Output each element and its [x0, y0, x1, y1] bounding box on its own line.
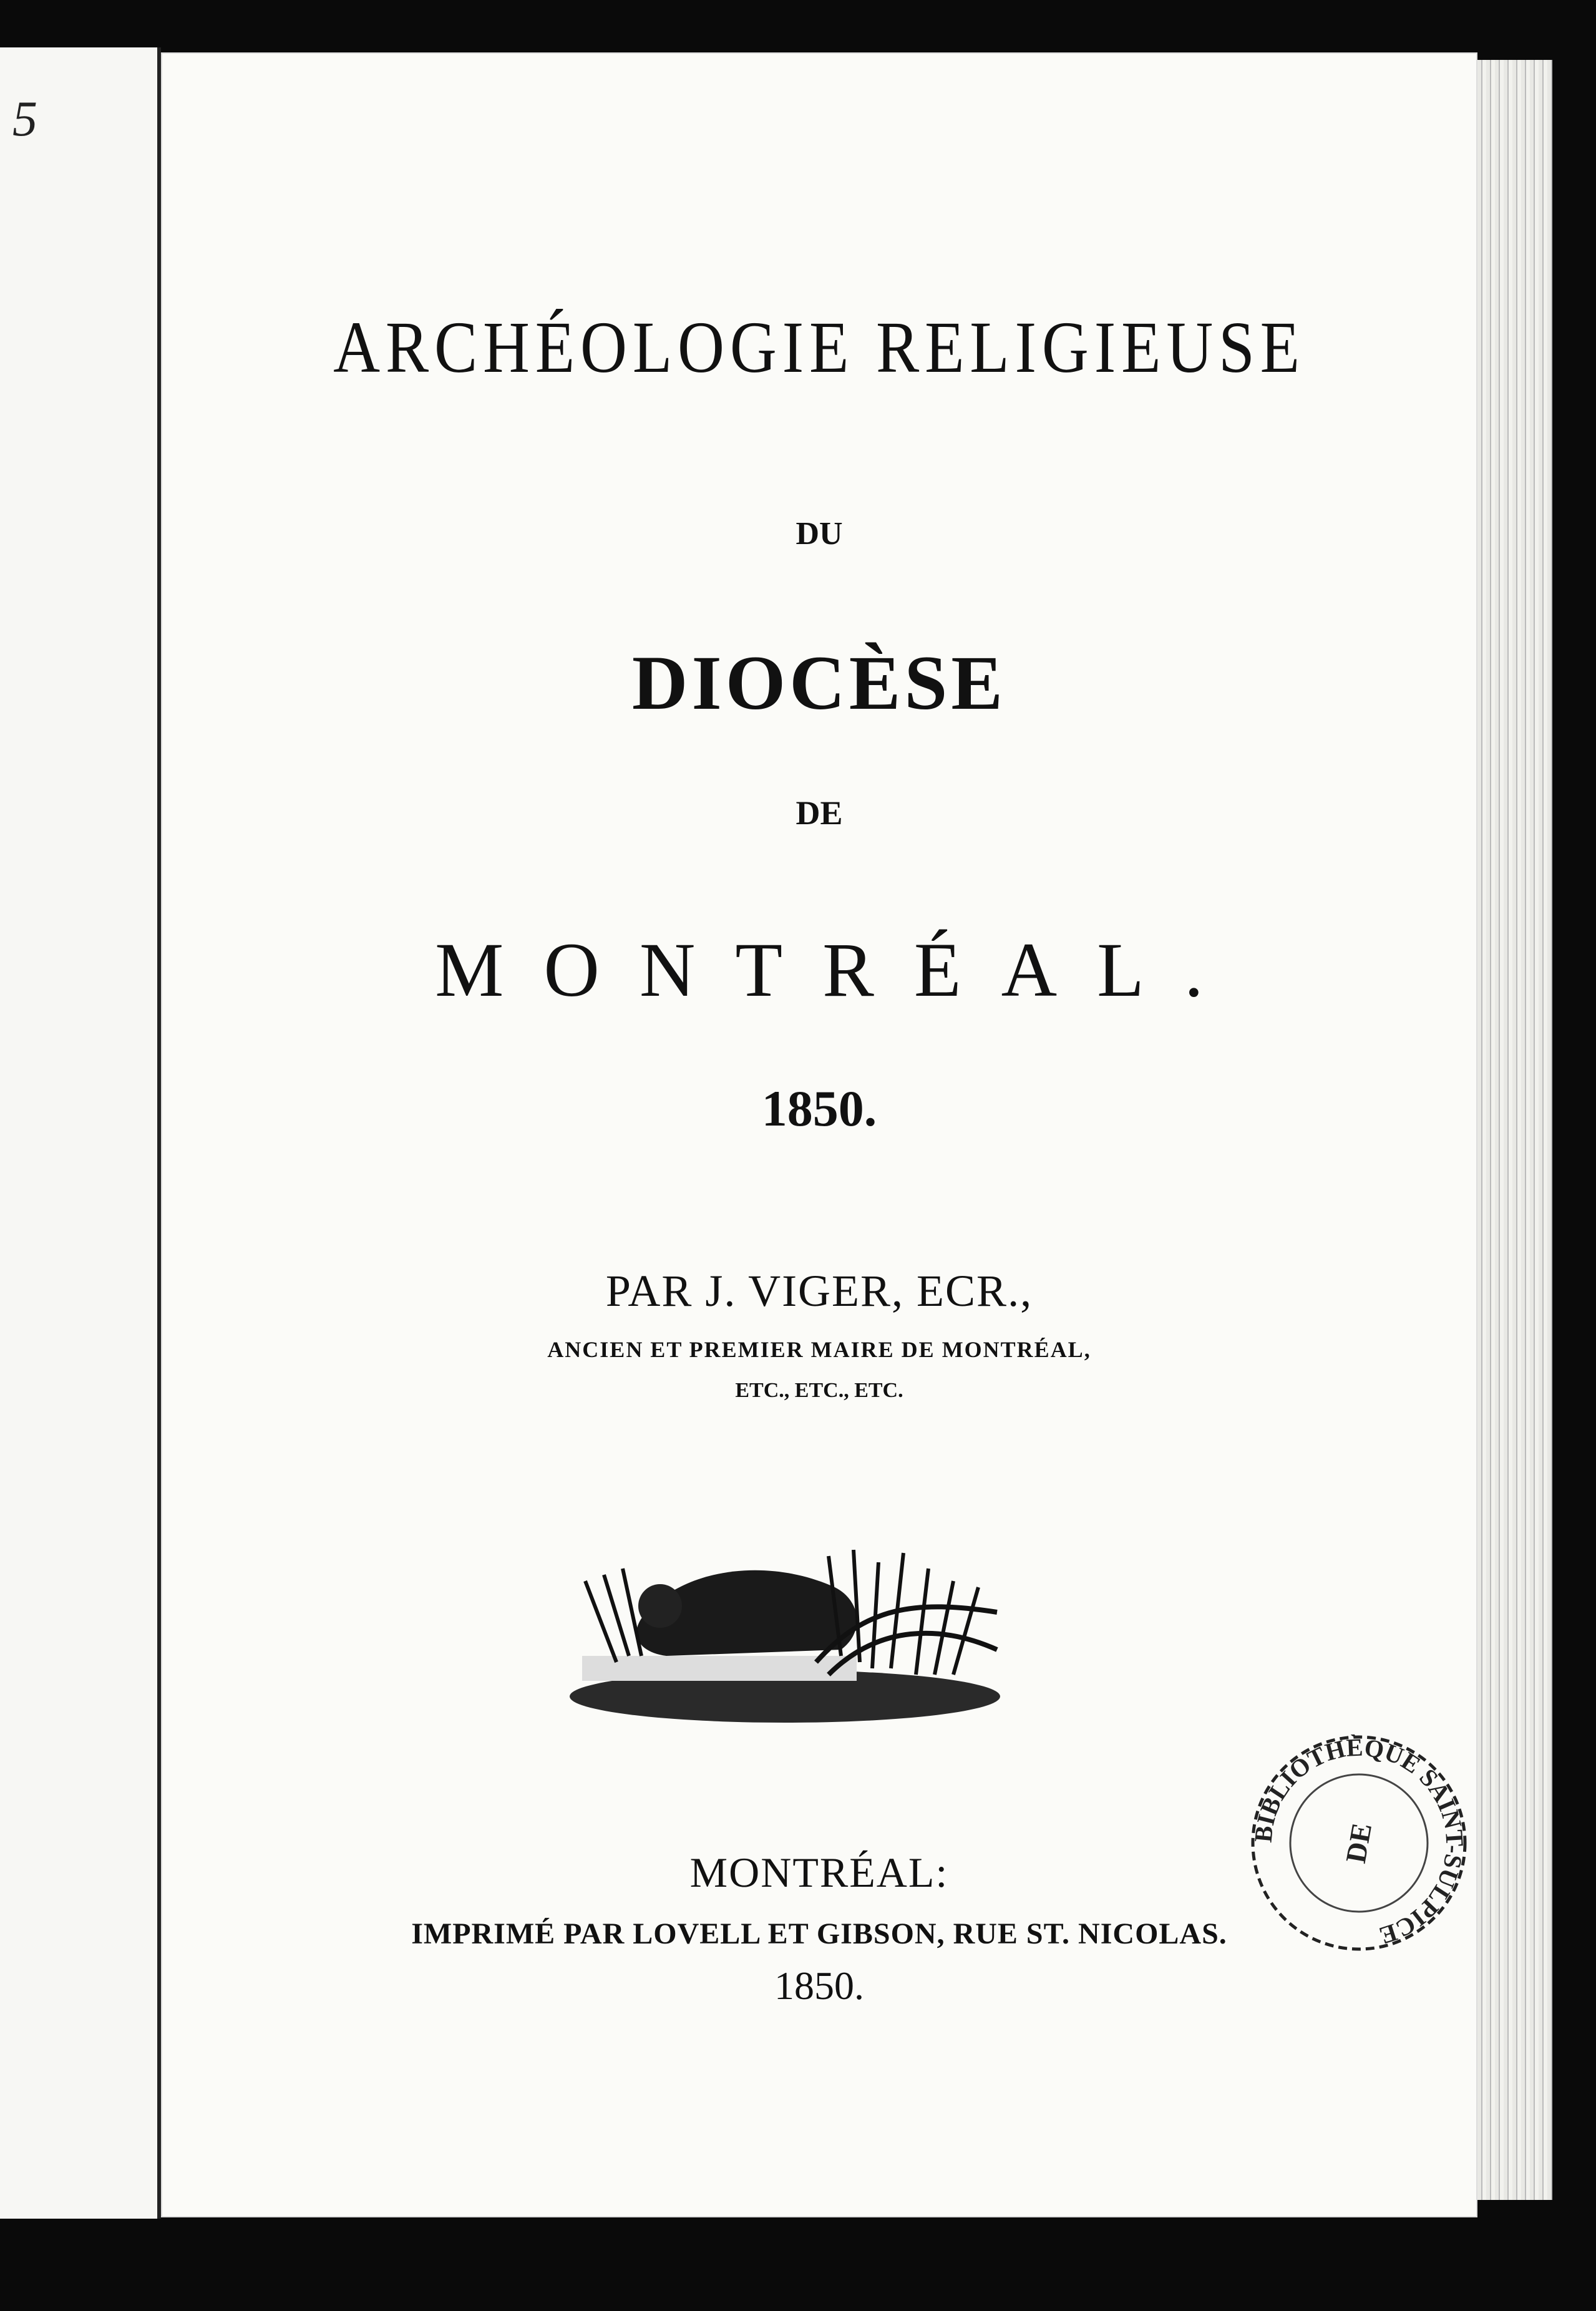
stamp-center-text: DE [1339, 1821, 1378, 1866]
title-page [161, 52, 1477, 2217]
imprint-printer: IMPRIMÉ PAR LOVELL ET GIBSON, RUE ST. NICOLAS. [411, 1917, 1227, 1950]
stamp-ring-text: BIBLIOTHÈQUE SAINT-SULPICE [1248, 1733, 1469, 1950]
title-line-1: ARCHÉOLOGIE RELIGIEUSE [333, 306, 1305, 388]
title-line-4: DE [796, 794, 843, 832]
imprint-year: 1850. [774, 1963, 864, 2008]
author-line: PAR J. VIGER, ECR., [605, 1266, 1033, 1316]
publication-year-top: 1850. [761, 1080, 877, 1137]
author-title: ANCIEN ET PREMIER MAIRE DE MONTRÉAL, [547, 1337, 1091, 1362]
title-line-3: DIOCÈSE [631, 640, 1007, 726]
title-line-2: DU [796, 516, 843, 552]
page-number-note: 5 [12, 92, 37, 147]
beaver-vignette-image [567, 1531, 1003, 1731]
scan-border [0, 2219, 1596, 2311]
library-stamp-seal [1247, 1731, 1471, 1955]
imprint-city: MONTRÉAL: [689, 1849, 949, 1896]
author-etc: ETC., ETC., ETC. [735, 1379, 903, 1402]
title-line-5: MONTRÉAL. [435, 927, 1243, 1013]
left-page [0, 47, 161, 2219]
page-edges [1477, 60, 1552, 2200]
